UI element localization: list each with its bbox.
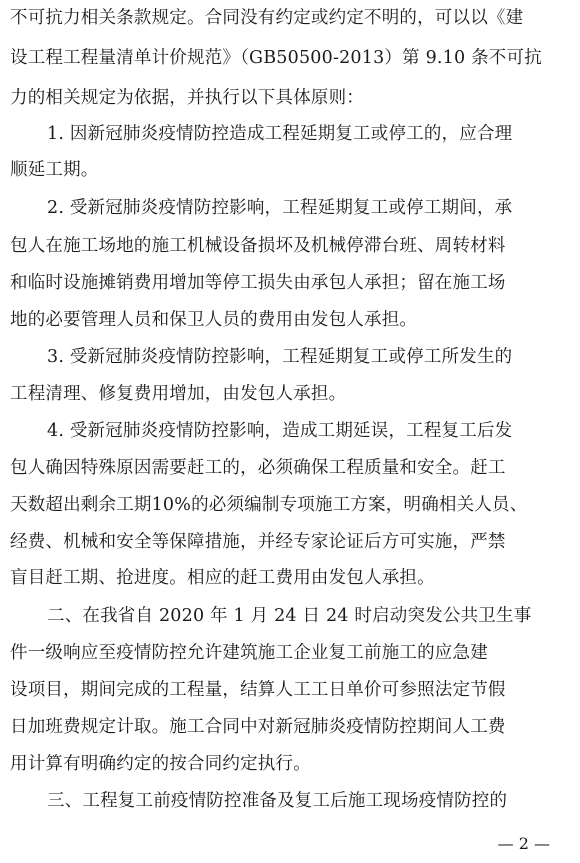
text-line: 和临时设施摊销费用增加等停工损失由承包人承担；留在施工场 xyxy=(10,273,506,293)
text-line: 用计算有明确约定的按合同约定执行。 xyxy=(10,754,311,774)
text-line: 1. 因新冠肺炎疫情防控造成工程延期复工或停工的，应合理 xyxy=(47,124,513,144)
text-line: 盲目赶工期、抢进度。相应的赶工费用由发包人承担。 xyxy=(10,568,435,588)
text-line: 设工程工程量清单计价规范》（GB50500-2013）第 9.10 条不可抗 xyxy=(10,48,542,68)
text-line: 不可抗力相关条款规定。合同没有约定或约定不明的，可以以《建 xyxy=(10,8,524,28)
text-line: 工程清理、修复费用增加，由发包人承担。 xyxy=(10,384,347,404)
text-line: 2. 受新冠肺炎疫情防控影响，工程延期复工或停工期间，承 xyxy=(47,198,513,218)
text-line: 设项目，期间完成的工程量，结算人工工日单价可参照法定节假 xyxy=(10,680,506,700)
text-line: 力的相关规定为依据，并执行以下具体原则： xyxy=(10,88,364,108)
page-number: — 2 — xyxy=(497,834,550,853)
text-line: 3. 受新冠肺炎疫情防控影响，工程延期复工或停工所发生的 xyxy=(47,347,513,367)
text-line: 件一级响应至疫情防控允许建筑施工企业复工前施工的应急建 xyxy=(10,643,488,663)
text-line: 包人确因特殊原因需要赶工的，必须确保工程质量和安全。赶工 xyxy=(10,458,506,478)
text-line: 天数超出剩余工期10%的必须编制专项施工方案，明确相关人员、 xyxy=(10,495,528,515)
text-line: 三、工程复工前疫情防控准备及复工后施工现场疫情防控的 xyxy=(47,791,508,811)
text-line: 4. 受新冠肺炎疫情防控影响，造成工期延误，工程复工后发 xyxy=(47,421,513,441)
text-line: 日加班费规定计取。施工合同中对新冠肺炎疫情防控期间人工费 xyxy=(10,717,506,737)
text-line: 顺延工期。 xyxy=(10,160,99,180)
text-line: 包人在施工场地的施工机械设备损坏及机械停滞台班、周转材料 xyxy=(10,236,506,256)
text-line: 经费、机械和安全等保障措施，并经专家论证后方可实施，严禁 xyxy=(10,532,506,552)
text-line: 二、在我省自 2020 年 1 月 24 日 24 时启动突发公共卫生事 xyxy=(47,606,532,626)
text-line: 地的必要管理人员和保卫人员的费用由发包人承担。 xyxy=(10,310,418,330)
